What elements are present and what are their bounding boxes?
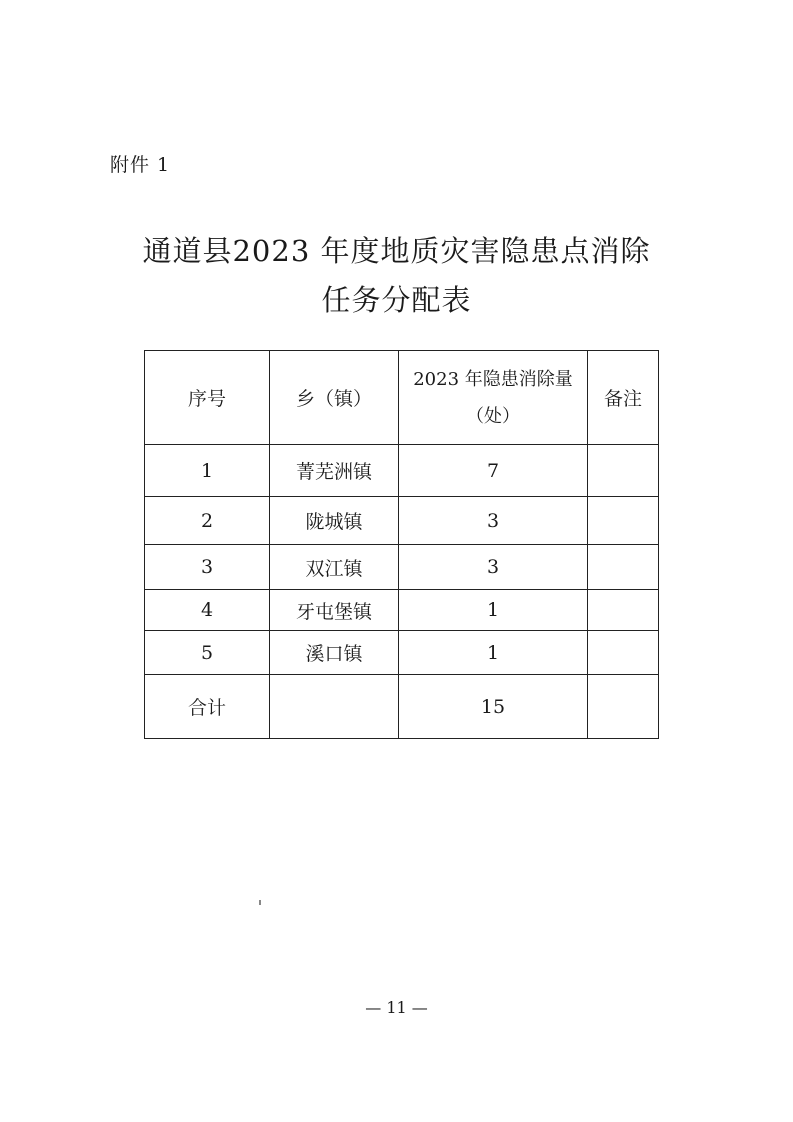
cell-index: 1 [145,445,270,497]
table-row [145,445,659,497]
document-title-line2: 任务分配表 [321,283,472,317]
header-town: 乡（镇） [270,351,399,445]
header-quantity [399,351,588,445]
cell-town: 陇城镇 [270,497,399,545]
cell-index: 3 [145,545,270,590]
cell-town: 双江镇 [270,545,399,590]
total-remarks [588,675,659,739]
total-label: 合计 [145,675,270,739]
cell-index: 2 [145,497,270,545]
table-total-row [145,675,659,739]
cell-remarks [588,590,659,631]
document-title-line1: 通道县2023 年度地质灾害隐患点消除 [142,234,651,268]
table-header-row [145,351,659,445]
cell-quantity: 7 [399,445,588,497]
cell-quantity: 3 [399,497,588,545]
scan-speck [259,900,261,905]
cell-town: 溪口镇 [270,631,399,675]
total-quantity: 15 [399,675,588,739]
attachment-label: 附件 1 [110,154,171,176]
cell-index: 4 [145,590,270,631]
cell-index: 5 [145,631,270,675]
cell-quantity: 3 [399,545,588,590]
cell-remarks [588,631,659,675]
cell-town: 牙屯堡镇 [270,590,399,631]
header-quantity-line1: 2023 年隐患消除量 [413,368,573,390]
cell-remarks [588,497,659,545]
table-row [145,497,659,545]
table-row [145,631,659,675]
task-allocation-table [144,350,659,739]
page-number: — 11 — [365,998,428,1017]
table-row [145,545,659,590]
cell-quantity: 1 [399,590,588,631]
cell-remarks [588,545,659,590]
cell-town: 菁芜洲镇 [270,445,399,497]
table-row [145,590,659,631]
total-town [270,675,399,739]
header-index: 序号 [145,351,270,445]
cell-quantity: 1 [399,631,588,675]
header-remarks: 备注 [588,351,659,445]
cell-remarks [588,445,659,497]
header-quantity-line2: （处） [466,405,520,427]
